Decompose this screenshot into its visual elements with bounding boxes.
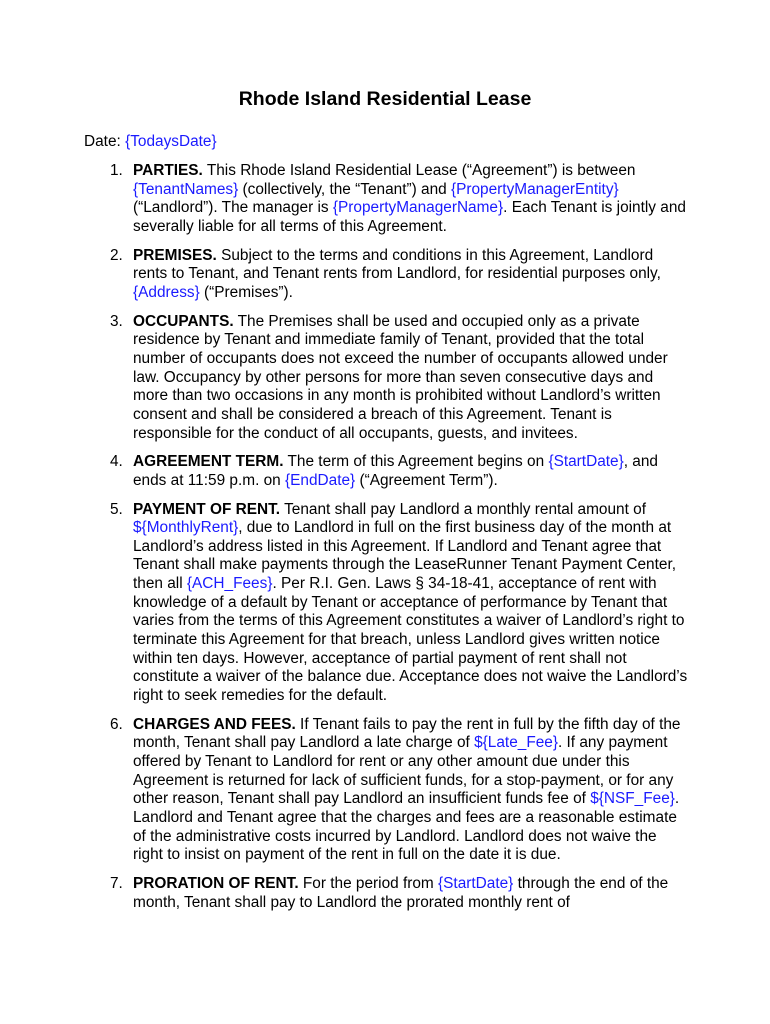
lease-section: [0, 247, 689, 303]
section-text: (“Agreement Term”).: [355, 471, 498, 489]
template-placeholder: {StartDate}: [438, 874, 514, 892]
section-number: 5.: [110, 500, 123, 518]
lease-section: [0, 875, 689, 912]
section-number: 1.: [110, 162, 123, 179]
section-text: . Per R.I. Gen. Laws § 34-18-41, acceptance of rent with knowledge of a default by Tenant or acceptance of performance by Tenant that varies from the terms of this Agreement constitutes a waiver of Landlord’s right to terminate this Agreement for that breach, unless Landlord gives written notice within ten days. However, acceptance of partial payment of rent shall not constitute a waiver of the balance due. Acceptance does not waive the Landlord’s right to seek remedies for the default.: [133, 575, 688, 705]
document-title: Rhode Island Residential Lease: [238, 88, 532, 110]
section-text: (“Landlord”). The manager is: [133, 199, 333, 217]
section-text: , due to Landlord in full on the first business day of the month at Landlord’s address listed in this Agreement. If Landlord and Tenant agree that Tenant shall make payments through the LeaseRunner Tenant Payment Center, then all: [133, 519, 676, 593]
date-placeholder: {TodaysDate}: [125, 133, 217, 150]
section-number: 4.: [110, 453, 123, 471]
section-heading: PAYMENT OF RENT.: [133, 500, 281, 518]
lease-section: [0, 716, 689, 865]
template-placeholder: {StartDate}: [548, 453, 624, 471]
template-placeholder: {ACH_Fees}: [186, 575, 273, 593]
template-placeholder: ${Late_Fee}: [474, 734, 558, 752]
section-text: The term of this Agreement begins on: [283, 453, 549, 471]
section-text: The Premises shall be used and occupied only as a private residence by Tenant and immediate family of Tenant, provided that the total number of occupants does not exceed the number of occupants allowed under law. Occupancy by other persons for more than seven consecutive days and more than two occasions in any month is prohibited without Landlord’s written consent and shall be considered a breach of this Agreement. Tenant is responsible for the conduct of all occupants, guests, and invitees.: [133, 312, 668, 442]
section-text: . Each Tenant is jointly and severally liable for all terms of this Agreement.: [133, 199, 686, 235]
section-heading: CHARGES AND FEES.: [133, 715, 296, 733]
section-text: If Tenant fails to pay the rent in full by the fifth day of the month, Tenant shall pay Landlord a late charge of: [133, 715, 681, 752]
section-number: 3.: [110, 312, 123, 330]
section-text: through the end of the month, Tenant shall pay to Landlord the prorated monthly rent of: [133, 874, 669, 911]
template-placeholder: {PropertyManagerName}: [332, 199, 504, 217]
section-heading: PRORATION OF RENT.: [133, 874, 299, 892]
section-heading: OCCUPANTS.: [133, 312, 234, 330]
section-text: . Landlord and Tenant agree that the charges and fees are a reasonable estimate of the administrative costs incurred by Landlord. Landlord does not waive the right to insist on payment of the rent in full on the date it is due.: [133, 790, 680, 864]
section-number: 7.: [110, 874, 123, 892]
date-line: [84, 132, 217, 152]
lease-section: [0, 453, 689, 490]
section-text: (collectively, the “Tenant”) and: [238, 180, 451, 198]
lease-section: [0, 162, 689, 237]
section-heading: AGREEMENT TERM.: [133, 453, 284, 471]
section-number: 2.: [110, 246, 123, 264]
section-number: 6.: [110, 715, 123, 733]
date-label: Date:: [84, 133, 121, 150]
section-text: , and ends at 11:59 p.m. on: [133, 453, 658, 489]
template-placeholder: {EndDate}: [285, 471, 356, 489]
section-text: (“Premises”).: [199, 283, 293, 301]
lease-section: [0, 501, 689, 706]
template-placeholder: ${MonthlyRent}: [133, 519, 239, 537]
section-text: Subject to the terms and conditions in this Agreement, Landlord rents to Tenant, and Tenant rents from Landlord, for residential purposes only,: [133, 246, 661, 283]
template-placeholder: ${NSF_Fee}: [590, 790, 675, 808]
section-text: For the period from: [298, 874, 439, 892]
template-placeholder: {PropertyManagerEntity}: [450, 180, 619, 198]
template-placeholder: {Address}: [133, 283, 200, 301]
section-text: . If any payment offered by Tenant to Landlord for rent or any other amount due under this Agreement is returned for lack of sufficient funds, for a stop-payment, or for any other reason, Tenant shall pay Landlord an insufficient funds fee of: [133, 734, 674, 808]
section-text: Tenant shall pay Landlord a monthly rental amount of: [280, 500, 646, 518]
lease-section: [0, 313, 689, 444]
lease-sections: [0, 162, 770, 922]
section-heading: PREMISES.: [133, 246, 217, 264]
template-placeholder: {TenantNames}: [133, 180, 239, 198]
section-heading: PARTIES.: [133, 162, 203, 179]
section-text: This Rhode Island Residential Lease (“Agreement”) is between: [202, 162, 636, 179]
